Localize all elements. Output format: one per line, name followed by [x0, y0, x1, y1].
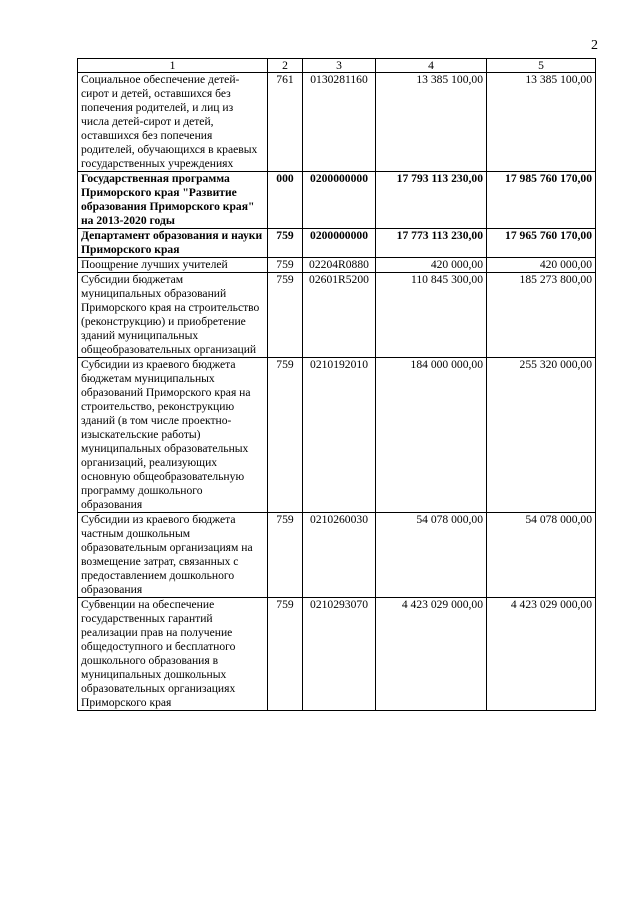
row-col5: 255 320 000,00: [487, 358, 596, 513]
row-col4: 420 000,00: [376, 258, 487, 273]
row-col3: 0210293070: [303, 598, 376, 711]
header-cell: 1: [78, 59, 268, 73]
row-name: Субсидии из краевого бюджета частным дошкольным образовательным организациям на возмещение затрат, связанных с предоставлением дошкольного образования: [78, 513, 268, 598]
row-col3: 0210260030: [303, 513, 376, 598]
row-name: Субсидии бюджетам муниципальных образований Приморского края на строительство (реконструкцию) и приобретение зданий муниципальных общеобразовательных организаций: [78, 273, 268, 358]
row-col2: 759: [268, 358, 303, 513]
row-col5: 54 078 000,00: [487, 513, 596, 598]
row-col3: 0200000000: [303, 229, 376, 258]
row-col5: 420 000,00: [487, 258, 596, 273]
row-col3: 0210192010: [303, 358, 376, 513]
row-col5: 4 423 029 000,00: [487, 598, 596, 711]
table-row: [78, 229, 596, 258]
row-col5: 185 273 800,00: [487, 273, 596, 358]
row-col4: 17 793 113 230,00: [376, 172, 487, 229]
row-col2: 759: [268, 258, 303, 273]
table-row: [78, 172, 596, 229]
table-row: [78, 598, 596, 711]
row-col4: 4 423 029 000,00: [376, 598, 487, 711]
table-row: [78, 358, 596, 513]
table-header-row: [78, 59, 596, 73]
header-cell: 5: [487, 59, 596, 73]
table-row: [78, 258, 596, 273]
row-col3: 02204R0880: [303, 258, 376, 273]
row-col4: 13 385 100,00: [376, 73, 487, 172]
row-col4: 110 845 300,00: [376, 273, 487, 358]
row-col2: 759: [268, 229, 303, 258]
table-row: [78, 73, 596, 172]
table-row: [78, 273, 596, 358]
row-col3: 0130281160: [303, 73, 376, 172]
row-col3: 0200000000: [303, 172, 376, 229]
row-col2: 761: [268, 73, 303, 172]
row-col5: 17 985 760 170,00: [487, 172, 596, 229]
row-col4: 184 000 000,00: [376, 358, 487, 513]
row-name: Поощрение лучших учителей: [78, 258, 268, 273]
row-col5: 13 385 100,00: [487, 73, 596, 172]
row-col3: 02601R5200: [303, 273, 376, 358]
row-col2: 759: [268, 273, 303, 358]
row-col5: 17 965 760 170,00: [487, 229, 596, 258]
row-col2: 759: [268, 513, 303, 598]
row-name: Субвенции на обеспечение государственных гарантий реализации прав на получение общедоступного и бесплатного дошкольного образования в муниципальных дошкольных образовательных организациях Приморского края: [78, 598, 268, 711]
row-col4: 17 773 113 230,00: [376, 229, 487, 258]
row-name: Субсидии из краевого бюджета бюджетам муниципальных образований Приморского края на строительство, реконструкцию зданий (в том числе проектно-изыскательские работы) муниципальных образовательных организаций, реализующих основную общеобразовательную программу дошкольного образования: [78, 358, 268, 513]
header-cell: 2: [268, 59, 303, 73]
page-number: 2: [591, 38, 598, 53]
budget-table: [77, 58, 596, 711]
table-row: [78, 513, 596, 598]
row-col2: 000: [268, 172, 303, 229]
row-name: Департамент образования и науки Приморского края: [78, 229, 268, 258]
row-col4: 54 078 000,00: [376, 513, 487, 598]
header-cell: 3: [303, 59, 376, 73]
header-cell: 4: [376, 59, 487, 73]
row-name: Государственная программа Приморского края "Развитие образования Приморского края" на 2013-2020 годы: [78, 172, 268, 229]
row-col2: 759: [268, 598, 303, 711]
row-name: Социальное обеспечение детей-сирот и детей, оставшихся без попечения родителей, и лиц из числа детей-сирот и детей, оставшихся без попечения родителей, обучающихся в краевых государственных учреждениях: [78, 73, 268, 172]
